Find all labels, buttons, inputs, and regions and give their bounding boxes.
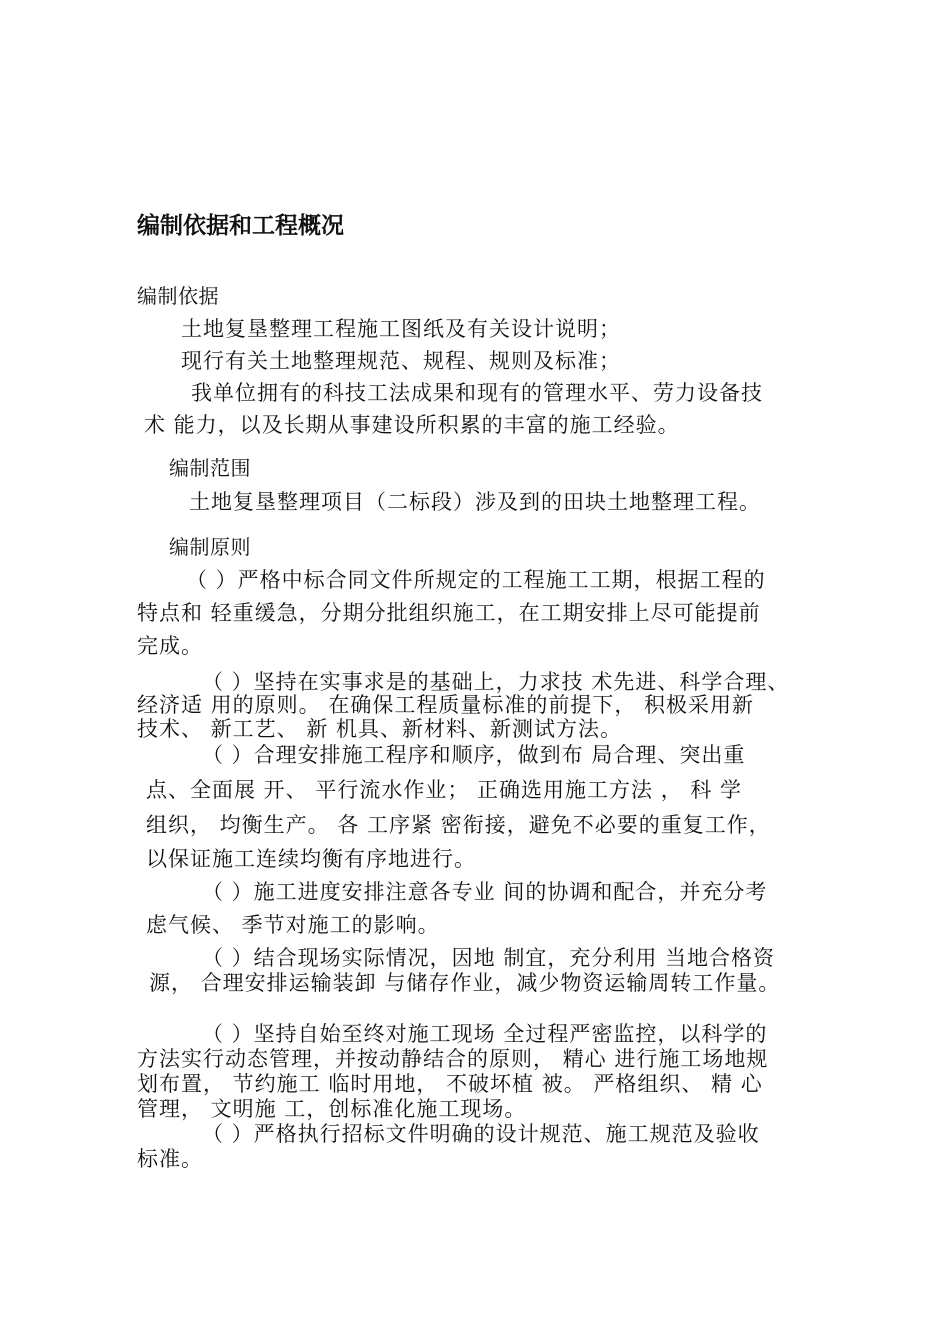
section-heading-basis: 编制依据 — [137, 284, 219, 308]
text-line: 虑气候、 季节对施工的影响。 — [146, 913, 440, 937]
text-line: 经济适 用的原则。 在确保工程质量标准的前提下， 积极采用新 — [137, 693, 755, 717]
text-line: 划布置， 节约施工 临时用地， 不破坏植 被。 严格组织、 精 心 — [137, 1072, 763, 1096]
text-line: 组织， 均衡生产。 各 工序紧 密衔接，避免不必要的重复工作， — [146, 813, 771, 837]
text-line: 我单位拥有的科技工法成果和现有的管理水平、劳力设备技 — [191, 381, 763, 405]
text-line: 标准。 — [137, 1147, 203, 1171]
text-line: 术 能力，以及长期从事建设所积累的丰富的施工经验。 — [144, 413, 680, 437]
text-line: （ ）严格中标合同文件所规定的工程施工工期，根据工程的 — [186, 568, 766, 592]
text-line: （ ）严格执行招标文件明确的设计规范、施工规范及验收 — [202, 1122, 760, 1146]
section-heading-principles: 编制原则 — [169, 535, 251, 559]
text-line: 土地复垦整理项目（二标段）涉及到的田块土地整理工程。 — [189, 490, 761, 514]
text-line: 源， 合理安排运输装卸 与储存作业，减少物资运输周转工作量。 — [149, 971, 781, 995]
text-line: 技术、 新工艺、 新 机具、新材料、新测试方法。 — [137, 717, 623, 741]
text-line: （ ）坚持在实事求是的基础上，力求技 术先进、科学合理、 — [202, 670, 790, 694]
text-line: 以保证施工连续均衡有序地进行。 — [146, 847, 476, 871]
text-line: 特点和 轻重缓急，分期分批组织施工，在工期安排上尽可能提前 — [137, 601, 761, 625]
text-line: 现行有关土地整理规范、规程、规则及标准； — [181, 349, 621, 373]
text-line: 土地复垦整理工程施工图纸及有关设计说明； — [181, 317, 621, 341]
text-line: （ ）合理安排施工程序和顺序，做到布 局合理、突出重 — [202, 743, 746, 767]
text-line: （ ）施工进度安排注意各专业 间的协调和配合，并充分考 — [202, 880, 768, 904]
text-line: 管理， 文明施 工，创标准化施工现场。 — [137, 1097, 527, 1121]
text-line: （ ）结合现场实际情况，因地 制宜，充分利用 当地合格资 — [202, 946, 776, 970]
text-line: （ ）坚持自始至终对施工现场 全过程严密监控，以科学的 — [202, 1022, 768, 1046]
text-line: 点、全面展 开、 平行流水作业； 正确选用施工方法 ， 科 学 — [146, 778, 743, 802]
section-heading-scope: 编制范围 — [169, 456, 251, 480]
text-line: 完成。 — [137, 634, 203, 658]
text-line: 方法实行动态管理，并按动静结合的原则， 精心 进行施工场地规 — [137, 1047, 769, 1071]
document-title: 编制依据和工程概况 — [137, 213, 344, 239]
